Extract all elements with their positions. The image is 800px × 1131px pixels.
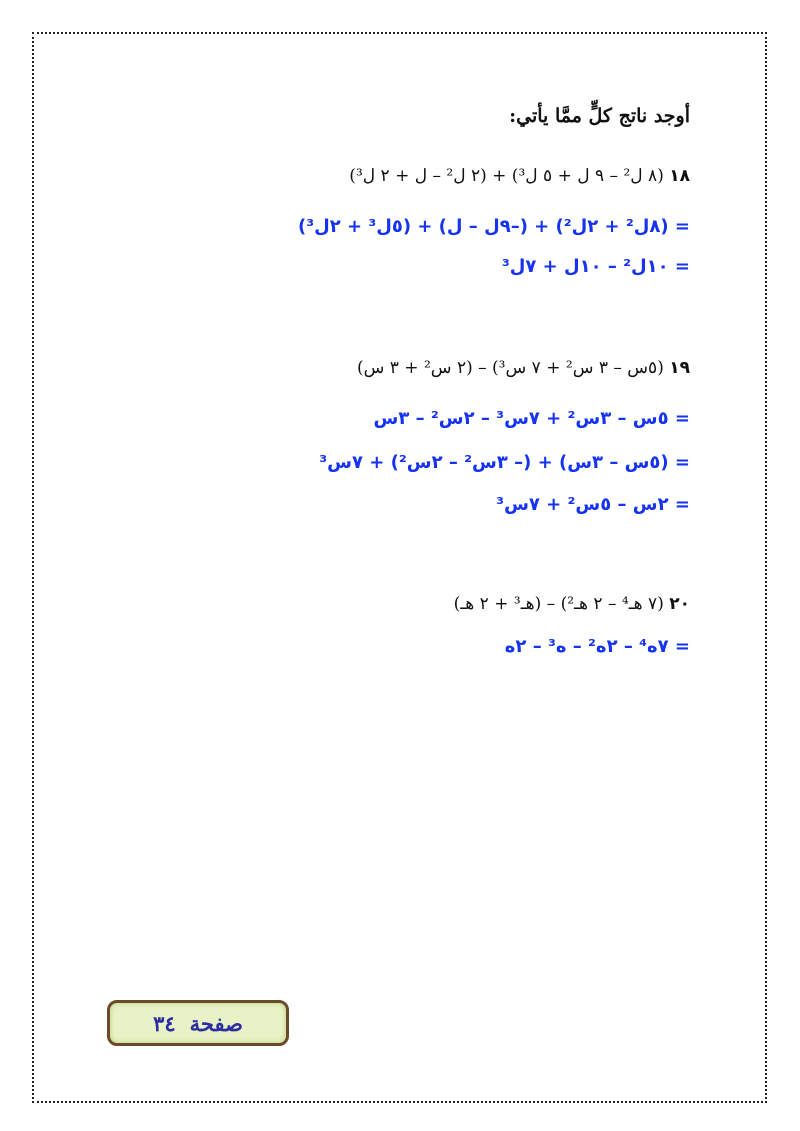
problem-19 — [357, 358, 690, 378]
problem-expression: (٥س – ٣ س² + ٧ س³) – (٢ س² + ٣ س) — [356, 358, 664, 378]
problem-expression: (٨ ل² – ٩ ل + ٥ ل³) + (٢ ل² – ل + ٢ ل³) — [349, 166, 664, 186]
problem-number: ١٩ — [669, 358, 690, 378]
answer-step: = ٢س – ٥س² + ٧س³ — [496, 494, 690, 515]
page-label: صفحة — [189, 1010, 243, 1036]
page-number: ٣٤ — [153, 1010, 176, 1036]
answer-step: = ٧ه⁴ – ٢ه² – ه³ – ٢ه — [504, 636, 690, 657]
problem-expression: (٧ هـ⁴ – ٢ هـ²) – (هـ³ + ٢ هـ) — [453, 594, 664, 614]
answer-step: = (٥س – ٣س) + (– ٣س² – ٢س²) + ٧س³ — [319, 452, 690, 473]
problem-number: ١٨ — [669, 166, 690, 186]
exercise-heading: أوجد ناتج كلٍّ ممَّا يأتي: — [509, 105, 690, 127]
answer-step: = ٥س – ٣س² + ٧س³ – ٢س² – ٣س — [373, 408, 690, 429]
answer-step: = ١٠ل² – ١٠ل + ٧ل³ — [501, 256, 690, 277]
page-number-badge — [107, 1000, 289, 1046]
problem-number: ٢٠ — [669, 594, 690, 614]
page-border — [32, 32, 767, 1103]
problem-18 — [349, 166, 690, 186]
problem-20 — [454, 594, 690, 614]
answer-step: = (٨ل² + ٢ل²) + (–٩ل – ل) + (٥ل³ + ٢ل³) — [297, 216, 690, 237]
